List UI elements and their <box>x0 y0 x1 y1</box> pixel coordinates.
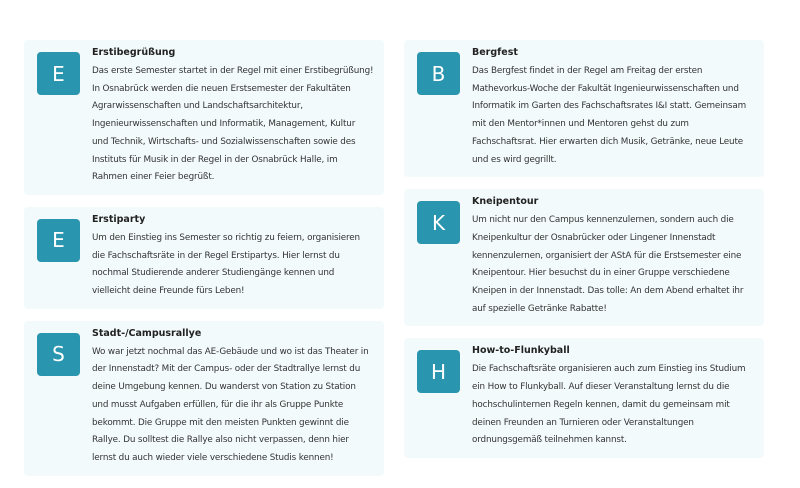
badge-letter: H <box>417 350 460 393</box>
card-text: Das Bergfest findet in der Regel am Freitag der ersten Mathevorkus-Woche der Fakultät Ingenieurwissenschaften und Informatik im Garten des Fachschaftsrates I&I statt. Gemeinsam mit den Mentor*innen und Mentoren gehst du zum Fachschaftsrat. Hier erwarten dich Musik, Getränke, neue Leute und es wird gegrillt. <box>472 66 746 165</box>
card-text: Um den Einstieg ins Semester so richtig zu feiern, organisieren die Fachschaftsräte in der Regel Erstipartys. Hier lernst du nochmal Studierende anderer Studiengänge kennen und vielleicht deine Freunde fürs Leben! <box>92 232 360 297</box>
badge-letter: E <box>37 219 80 262</box>
event-card-flunkyball <box>404 338 764 458</box>
card-title: Erstiparty <box>92 213 146 225</box>
card-title: Bergfest <box>472 47 518 58</box>
badge-letter: K <box>417 201 460 244</box>
card-text: Um nicht nur den Campus kennenzulernen, sondern auch die Kneipenkultur der Osnabrücker oder Lingener Innenstadt kennenzulernen, organisiert der AStA für die Erstsemester eine Kneipentour. Hier besuchst du in einer Gruppe verschiedene Kneipen in der Innenstadt. Das tolle: An dem Abend erhaltet ihr auf spezielle Getränke Rabatte! <box>472 215 744 314</box>
card-text: Wo war jetzt nochmal das AE-Gebäude und wo ist das Theater in der Innenstadt? Mit der Campus- oder der Stadtrallye lernst du deine Umgebung kennen. Du wanderst von Station zu Station und musst Aufgaben erfüllen, für die ihr als Gruppe Punkte bekommt. Die Gruppe mit den meisten Punkten gewinnt die Rallye. Du solltest die Rallye also nicht verpassen, denn hier lernst du auch wieder viele verschiedene Studis kennen! <box>92 346 369 463</box>
event-card-kneipentour <box>404 189 764 326</box>
event-card-erstibegruessung <box>24 40 384 195</box>
card-title: Stadt-/Campusrallye <box>92 327 202 339</box>
card-text: Die Fachschaftsräte organisieren auch zum Einstieg ins Studium ein How to Flunkyball. Auf dieser Veranstaltung lernst du die hochschulinternen Regeln kennen, damit du gemeinsam mit deinen Freunden an Turnieren oder Veranstaltungen ordnungsgemäß teilnehmen kannst. <box>472 364 746 446</box>
left-column <box>24 40 384 488</box>
event-card-campusrallye <box>24 321 384 476</box>
event-card-erstiparty <box>24 207 384 309</box>
card-title: Erstibegrüßung <box>92 47 176 58</box>
card-title: Kneipentour <box>472 196 539 208</box>
event-card-bergfest <box>404 40 764 177</box>
badge-letter: S <box>37 333 80 376</box>
badge-letter: E <box>37 52 80 95</box>
badge-letter: B <box>417 52 460 95</box>
card-title: How-to-Flunkyball <box>472 345 570 357</box>
right-column <box>404 40 764 470</box>
card-text: Das erste Semester startet in der Regel mit einer Erstibegrüßung! In Osnabrück werden die neuen Erstsemester der Fakultäten Agrarwissenschaften und Landschaftsarchitektur, Ingenieurwissenschaften und Informatik, Management, Kultur und Technik, Wirtschafts- und Sozialwissenschaften sowie des Instituts für Musik in der Regel in der Osnabrück Halle, im Rahmen einer Feier begrüßt. <box>92 66 374 183</box>
